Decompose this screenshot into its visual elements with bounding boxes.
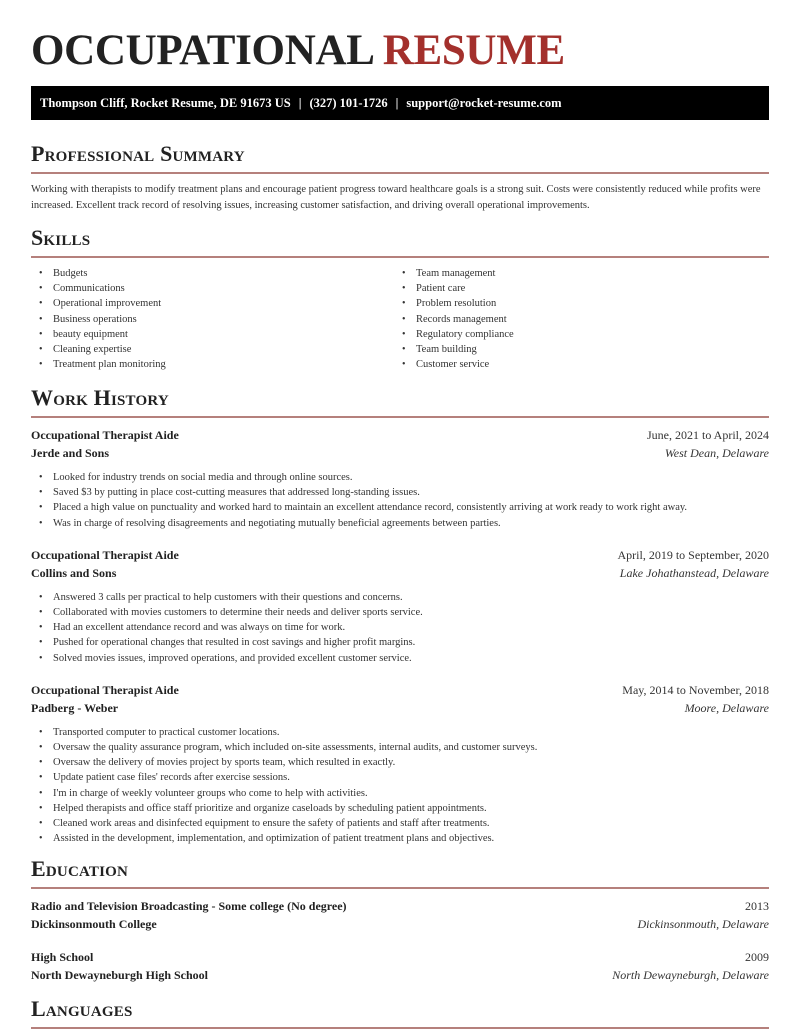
education-degree: High School	[31, 950, 94, 964]
job-bullet: • Transported computer to practical customer locations.	[31, 725, 769, 740]
job-bullet: • Placed a high value on punctuality and worked hard to maintain an excellent attendance record, consistently arriving at work ready to work right away.	[31, 500, 769, 515]
job-location: Moore, Delaware	[684, 700, 769, 715]
job-bullets	[31, 590, 769, 666]
job-entry	[31, 426, 769, 531]
section-professional-summary	[31, 141, 769, 213]
job-company-row	[31, 444, 769, 462]
job-bullet: • Cleaned work areas and disinfected equipment to ensure the safety of patients and staff after treatments.	[31, 816, 769, 831]
job-bullets	[31, 470, 769, 531]
skill-item: • Business operations	[31, 312, 394, 327]
section-heading: Professional Summary	[31, 141, 245, 166]
job-bullet: • Pushed for operational changes that resulted in cost savings and higher profit margins.	[31, 635, 769, 650]
contact-phone: (327) 101-1726	[309, 95, 388, 110]
title-accent: RESUME	[382, 27, 565, 74]
job-bullet: • Answered 3 calls per practical to help customers with their questions and concerns.	[31, 590, 769, 605]
job-bullet: • Helped therapists and office staff prioritize and organize caseloads by scheduling patient appointments.	[31, 801, 769, 816]
education-degree: Radio and Television Broadcasting - Some college (No degree)	[31, 899, 347, 913]
summary-text: Working with therapists to modify treatment plans and encourage patient progress toward healthcare goals is a strong suit. Costs were consistently reduced while profits were increased. Excellent track record of resolving issues, increasing customer satisfaction, and driving overall operational improvements.	[31, 184, 761, 211]
job-bullet: • I'm in charge of weekly volunteer groups who come to help with activities.	[31, 786, 769, 801]
job-bullet: • Assisted in the development, implementation, and optimization of patient treatment plans and objectives.	[31, 831, 769, 846]
job-dates: May, 2014 to November, 2018	[622, 682, 769, 697]
skill-item: • Communications	[31, 281, 394, 296]
title-main: OCCUPATIONAL	[31, 27, 373, 74]
contact-bar	[31, 86, 769, 120]
education-school-row	[31, 915, 769, 933]
job-entry	[31, 546, 769, 666]
section-heading: Education	[31, 856, 129, 881]
skills-column-left	[31, 266, 394, 372]
skill-item: • beauty equipment	[31, 327, 394, 342]
education-school: North Dewayneburgh High School	[31, 968, 209, 982]
job-title: Occupational Therapist Aide	[31, 682, 179, 697]
job-dates: June, 2021 to April, 2024	[647, 428, 769, 442]
job-entry	[31, 681, 769, 847]
job-company: Jerde and Sons	[31, 446, 110, 460]
section-divider	[31, 416, 769, 418]
skill-item: • Patient care	[394, 281, 757, 296]
job-bullet: • Solved movies issues, improved operations, and provided excellent customer service.	[31, 651, 769, 666]
contact-separator: |	[298, 95, 302, 110]
job-bullet: • Had an excellent attendance record and was always on time for work.	[31, 620, 769, 635]
job-bullet: • Looked for industry trends on social media and through online sources.	[31, 470, 769, 485]
education-school-row	[31, 966, 769, 984]
section-divider	[31, 1027, 769, 1029]
job-header-row	[31, 681, 769, 699]
job-title: Occupational Therapist Aide	[31, 547, 179, 562]
skill-item: • Regulatory compliance	[394, 327, 757, 342]
skill-item: • Cleaning expertise	[31, 342, 394, 357]
skill-item: • Operational improvement	[31, 296, 394, 311]
skills-list	[31, 266, 769, 372]
contact-separator: |	[395, 95, 399, 110]
job-bullet: • Oversaw the delivery of movies project by sports team, which resulted in exactly.	[31, 755, 769, 770]
section-divider	[31, 256, 769, 258]
section-languages	[31, 996, 769, 1029]
education-entry	[31, 948, 769, 984]
skill-item: • Budgets	[31, 266, 394, 281]
job-bullet: • Saved $3 by putting in place cost-cutting measures that addressed long-standing issues.	[31, 485, 769, 500]
job-bullet: • Update patient case files' records after exercise sessions.	[31, 770, 769, 785]
section-skills	[31, 225, 769, 372]
skill-item: • Team building	[394, 342, 757, 357]
job-location: West Dean, Delaware	[664, 446, 769, 460]
job-header-row	[31, 426, 769, 444]
skill-item: • Problem resolution	[394, 296, 757, 311]
education-year: 2013	[745, 899, 769, 913]
job-location: Lake Johathanstead, Delaware	[619, 565, 769, 580]
contact-email: support@rocket-resume.com	[406, 95, 562, 110]
job-bullet: • Oversaw the quality assurance program, which included on-site assessments, internal audits, and customer surveys.	[31, 740, 769, 755]
skill-item: • Team management	[394, 266, 757, 281]
job-bullet: • Collaborated with movies customers to determine their needs and deliver sports service.	[31, 605, 769, 620]
skill-item: • Customer service	[394, 357, 757, 372]
resume-title	[31, 26, 565, 76]
job-company-row	[31, 699, 769, 717]
contact-address: Thompson Cliff, Rocket Resume, DE 91673 US	[40, 95, 291, 110]
education-entry	[31, 897, 769, 933]
job-company: Padberg - Weber	[31, 700, 119, 715]
section-heading: Work History	[31, 385, 169, 410]
job-company-row	[31, 564, 769, 582]
section-education	[31, 856, 769, 984]
job-company: Collins and Sons	[31, 565, 117, 580]
skills-column-right	[394, 266, 757, 372]
job-dates: April, 2019 to September, 2020	[617, 547, 769, 562]
job-bullets	[31, 725, 769, 847]
education-degree-row	[31, 948, 769, 966]
section-heading: Languages	[31, 996, 133, 1021]
skill-item: • Records management	[394, 312, 757, 327]
education-degree-row	[31, 897, 769, 915]
section-work-history	[31, 385, 769, 846]
education-location: North Dewayneburgh, Delaware	[612, 968, 769, 982]
section-divider	[31, 172, 769, 174]
section-heading: Skills	[31, 225, 91, 250]
skill-item: • Treatment plan monitoring	[31, 357, 394, 372]
job-bullet: • Was in charge of resolving disagreements and negotiating mutually beneficial agreements between parties.	[31, 516, 769, 531]
education-location: Dickinsonmouth, Delaware	[637, 917, 769, 931]
job-title: Occupational Therapist Aide	[31, 428, 179, 442]
education-year: 2009	[745, 950, 769, 964]
job-header-row	[31, 546, 769, 564]
section-divider	[31, 887, 769, 889]
education-school: Dickinsonmouth College	[31, 917, 157, 931]
